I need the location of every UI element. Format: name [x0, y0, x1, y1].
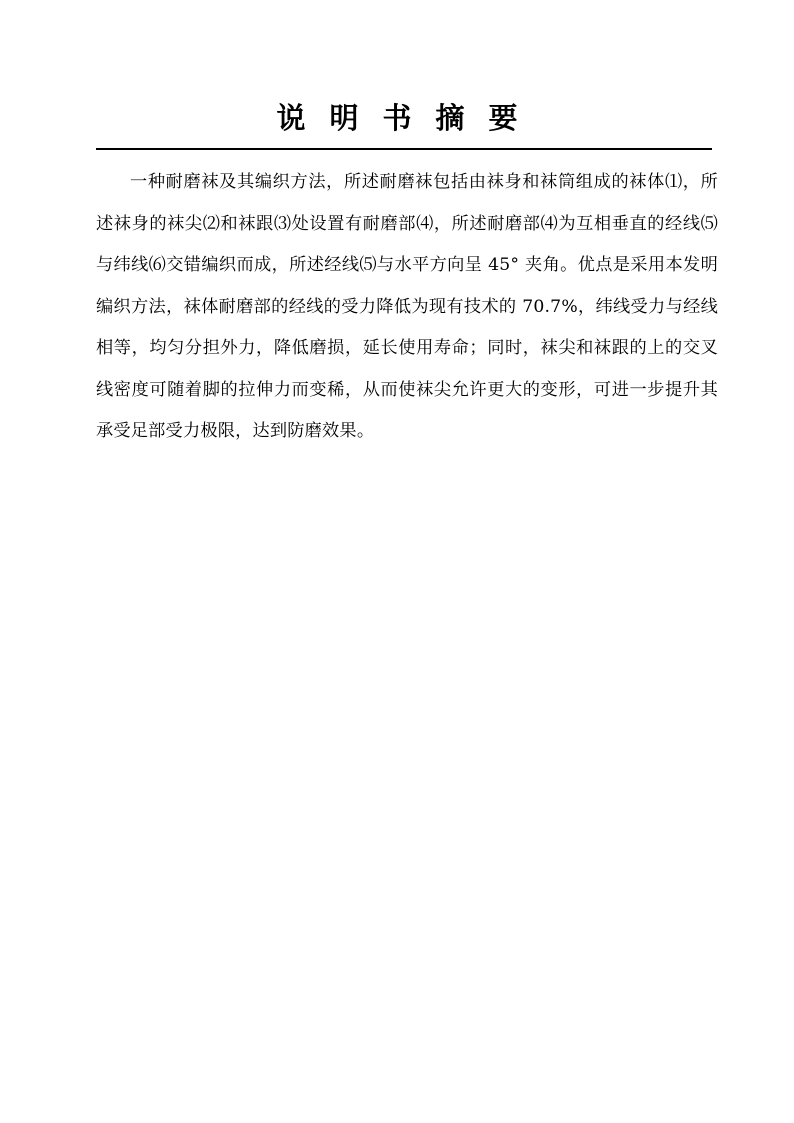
abstract-paragraph: 一种耐磨袜及其编织方法，所述耐磨袜包括由袜身和袜筒组成的袜体⑴，所述袜身的袜尖⑵和袜跟⑶处设置有耐磨部⑷，所述耐磨部⑷为互相垂直的经线⑸与纬线⑹交错编织而成，所述经线⑸与水平方向呈 45° 夹角。优点是采用本发明编织方法，袜体耐磨部的经线的受力降低为现有技术的 70.7%，纬线受力与经线相等，均匀分担外力，降低磨损，延长使用寿命；同时，袜尖和袜跟的上的交叉线密度可随着脚的拉伸力而变稀，从而使袜尖允许更大的变形，可进一步提升其承受足部受力极限，达到防磨效果。: [96, 172, 718, 441]
page-title: 说明书摘要: [276, 101, 542, 135]
title-underline: [96, 148, 712, 150]
